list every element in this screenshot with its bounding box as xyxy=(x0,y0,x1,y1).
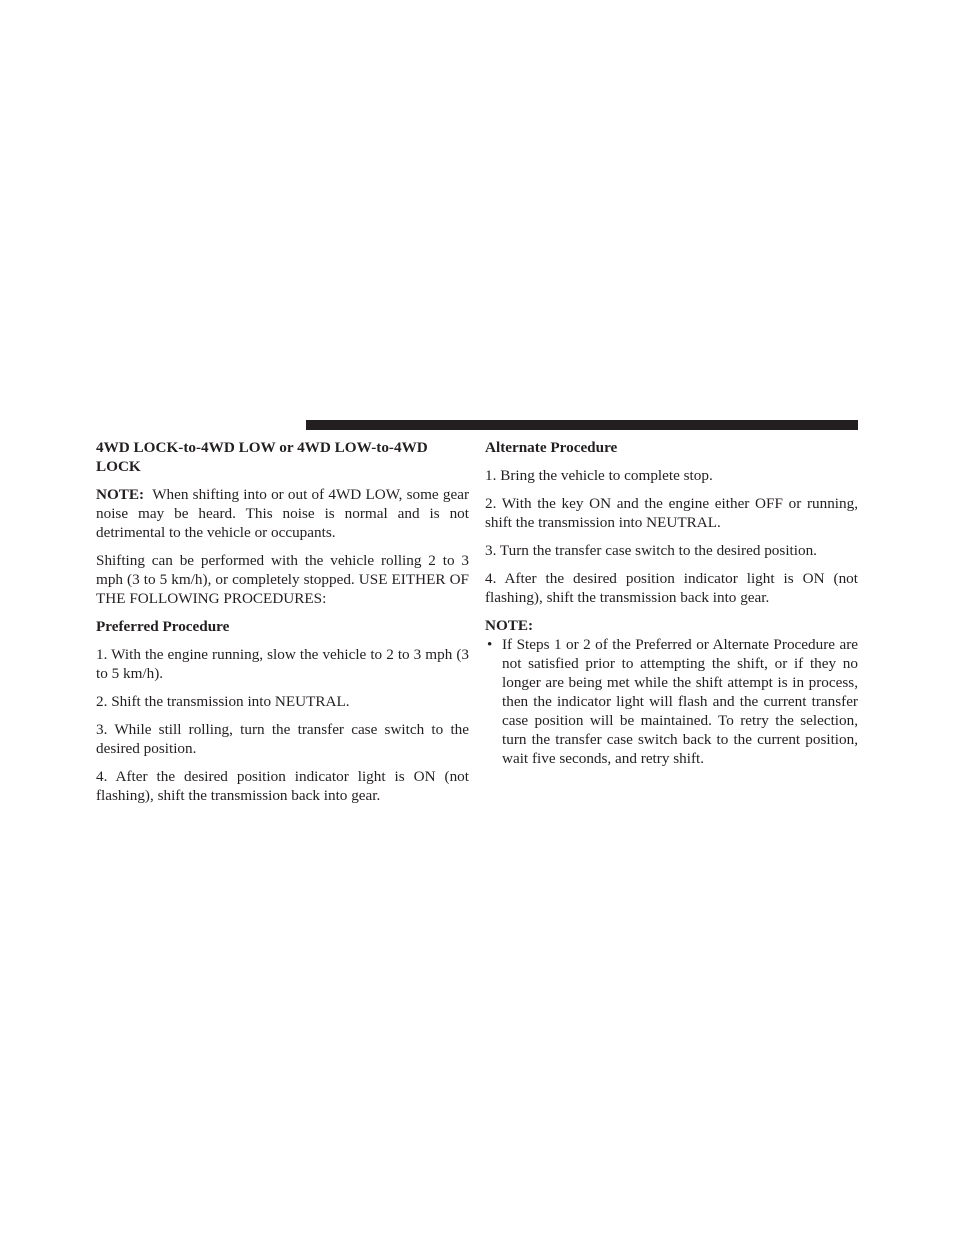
list-item xyxy=(485,635,858,768)
note-label: NOTE: xyxy=(96,486,145,503)
preferred-step-4: 4. After the desired position indicator light is ON (not flashing), shift the transmission back into gear. xyxy=(96,768,469,804)
note-bullet-text: If Steps 1 or 2 of the Preferred or Alternate Procedure are not satisfied prior to attempting the shift, or if they no longer are being met while the shift attempt is in process, then the indicator light will flash and the current transfer case position will be maintained. To retry the selection, turn the transfer case switch back to the current position, wait five seconds, and retry shift. xyxy=(502,636,858,767)
alternate-procedure-heading: Alternate Procedure xyxy=(485,439,618,456)
note-bullet-list xyxy=(485,635,858,768)
note-label: NOTE: xyxy=(485,617,534,634)
preferred-step-3: 3. While still rolling, turn the transfer case switch to the desired position. xyxy=(96,721,469,757)
preferred-procedure-heading: Preferred Procedure xyxy=(96,618,230,635)
right-column xyxy=(485,438,858,768)
shifting-paragraph: Shifting can be performed with the vehicle rolling 2 to 3 mph (3 to 5 km/h), or completely stopped. USE EITHER OF THE FOLLOWING PROCEDURES: xyxy=(96,552,469,607)
preferred-step-1: 1. With the engine running, slow the vehicle to 2 to 3 mph (3 to 5 km/h). xyxy=(96,646,469,682)
alternate-step-4: 4. After the desired position indicator light is ON (not flashing), shift the transmission back into gear. xyxy=(485,570,858,606)
bullet-icon: • xyxy=(487,636,493,653)
alternate-step-1: 1. Bring the vehicle to complete stop. xyxy=(485,467,713,484)
preferred-step-2: 2. Shift the transmission into NEUTRAL. xyxy=(96,693,350,710)
section-heading: 4WD LOCK-to-4WD LOW or 4WD LOW-to-4WD LOCK xyxy=(96,439,428,475)
left-column xyxy=(96,438,469,805)
alternate-step-3: 3. Turn the transfer case switch to the desired position. xyxy=(485,542,817,559)
note-paragraph xyxy=(96,485,469,542)
alternate-step-2: 2. With the key ON and the engine either OFF or running, shift the transmission into NEUTRAL. xyxy=(485,495,858,531)
note-text: When shifting into or out of 4WD LOW, some gear noise may be heard. This noise is normal and is not detrimental to the vehicle or occupants. xyxy=(96,486,469,541)
section-header-rule xyxy=(306,420,858,430)
